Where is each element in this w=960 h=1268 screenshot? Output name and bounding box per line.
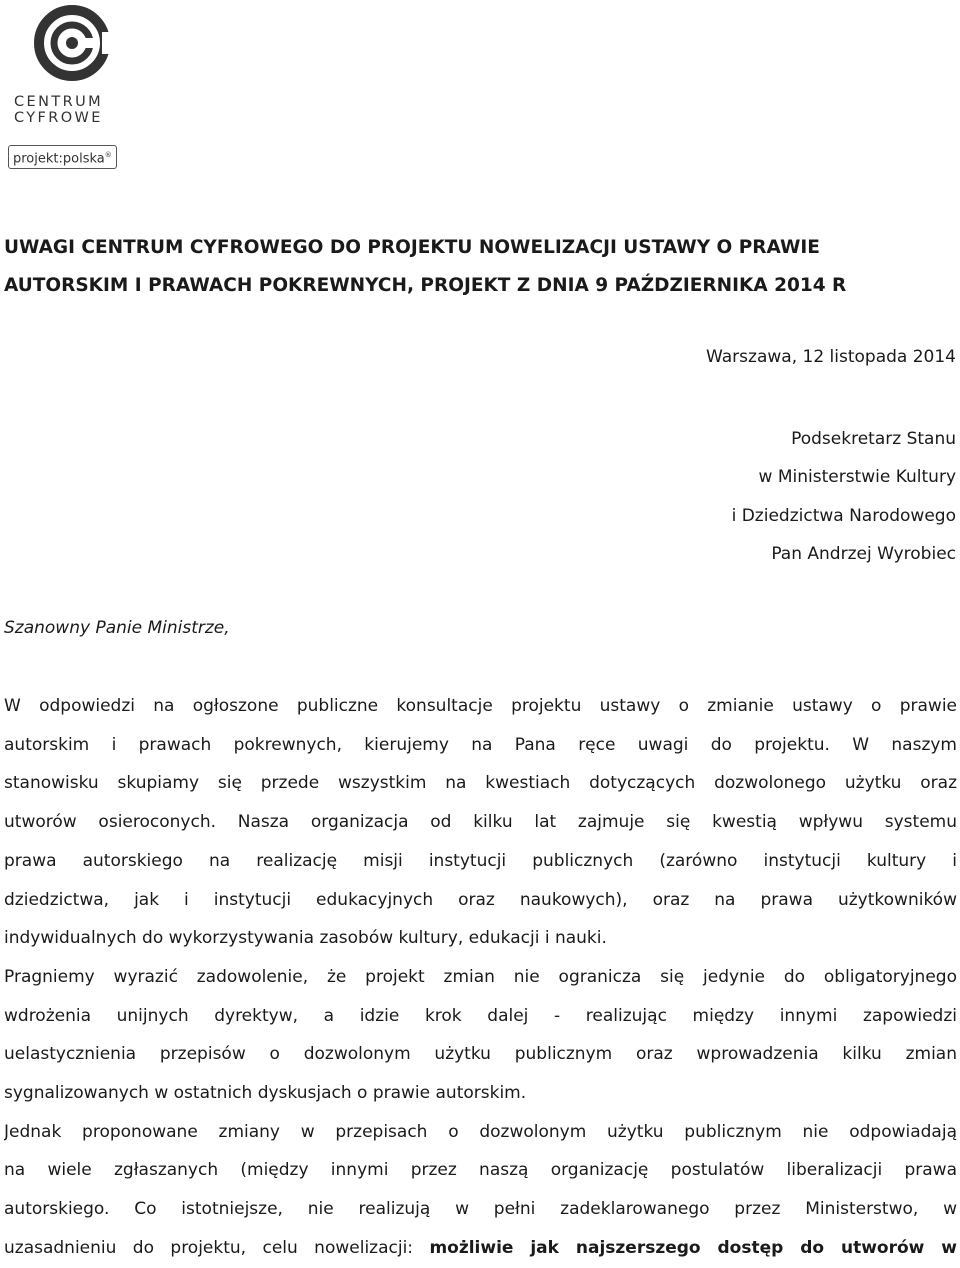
body-line-plain-part: uzasadnieniu do projektu, celu nowelizacji: xyxy=(4,1237,430,1258)
body-line: dziedzictwa, jak i instytucji edukacyjnych oraz naukowych), oraz na prawa użytkowników xyxy=(4,889,957,910)
body-line: sygnalizowanych w ostatnich dyskusjach o prawie autorskim. xyxy=(4,1083,527,1104)
recipient-line: Podsekretarz Stanu xyxy=(791,429,956,449)
body-line: indywidualnych do wykorzystywania zasobów kultury, edukacji i nauki. xyxy=(4,928,607,949)
paragraph-1 xyxy=(4,687,957,958)
projekt-polska-badge xyxy=(8,145,117,169)
letter-body xyxy=(4,687,957,1268)
logo-wordmark-line2: CYFROWE xyxy=(14,110,103,126)
body-line: na wiele zgłaszanych (między innymi przez naszą organizację postulatów liberalizacji prawa xyxy=(4,1160,957,1181)
centrum-cyfrowe-logo xyxy=(8,2,138,172)
body-line: uelastycznienia przepisów o dozwolonym użytku publicznym oraz wprowadzenia kilku zmian xyxy=(4,1044,957,1065)
document-title-line2: AUTORSKIM I PRAWACH POKREWNYCH, PROJEKT Z DNIA 9 PAŹDZIERNIKA 2014 R xyxy=(4,275,847,296)
recipient-line: w Ministerstwie Kultury xyxy=(758,467,956,488)
document-title-line1: UWAGI CENTRUM CYFROWEGO DO PROJEKTU NOWELIZACJI USTAWY O PRAWIE xyxy=(4,237,820,258)
paragraph-3 xyxy=(4,1113,957,1268)
body-line: autorskiego. Co istotniejsze, nie realizują w pełni zadeklarowanego przez Ministerstwo, w xyxy=(4,1199,957,1220)
projekt-polska-text: projekt:polska xyxy=(13,151,105,167)
paragraph-2 xyxy=(4,958,957,1113)
salutation: Szanowny Panie Ministrze, xyxy=(4,618,230,638)
body-line: Jednak proponowane zmiany w przepisach o dozwolonym użytku publicznym nie odpowiadają xyxy=(4,1121,957,1142)
recipient-line: i Dziedzictwa Narodowego xyxy=(731,505,956,526)
logo-wordmark-line1: CENTRUM xyxy=(14,94,103,110)
centrum-cyfrowe-logo-icon xyxy=(28,2,116,84)
body-line: W odpowiedzi na ogłoszone publiczne konsultacje projektu ustawy o zmianie ustawy o prawie xyxy=(4,696,957,716)
document-date: Warszawa, 12 listopada 2014 xyxy=(706,347,956,367)
document-title xyxy=(4,229,954,305)
body-line: Pragniemy wyrazić zadowolenie, że projekt zmian nie ogranicza się jedynie do obligatoryjnego xyxy=(4,966,957,987)
recipient-line: Pan Andrzej Wyrobiec xyxy=(771,543,956,564)
body-line: autorskim i prawach pokrewnych, kierujemy na Pana ręce uwagi do projektu. W naszym xyxy=(4,734,957,755)
body-line-bold-part: możliwie jak najszerszego dostęp do utworów w xyxy=(429,1237,957,1258)
logo-wordmark xyxy=(14,94,103,126)
body-line: wdrożenia unijnych dyrektyw, a idzie krok dalej - realizując między innymi zapowiedzi xyxy=(4,1005,957,1026)
body-line: prawa autorskiego na realizację misji instytucji publicznych (zarówno instytucji kultury i xyxy=(4,850,957,871)
registered-mark: ® xyxy=(104,151,112,159)
body-line: stanowisku skupiamy się przede wszystkim na kwestiach dotyczących dozwolonego użytku oraz xyxy=(4,773,957,794)
recipient-block xyxy=(732,420,956,573)
body-line: utworów osieroconych. Nasza organizacja od kilku lat zajmuje się kwestią wpływu systemu xyxy=(4,812,957,833)
